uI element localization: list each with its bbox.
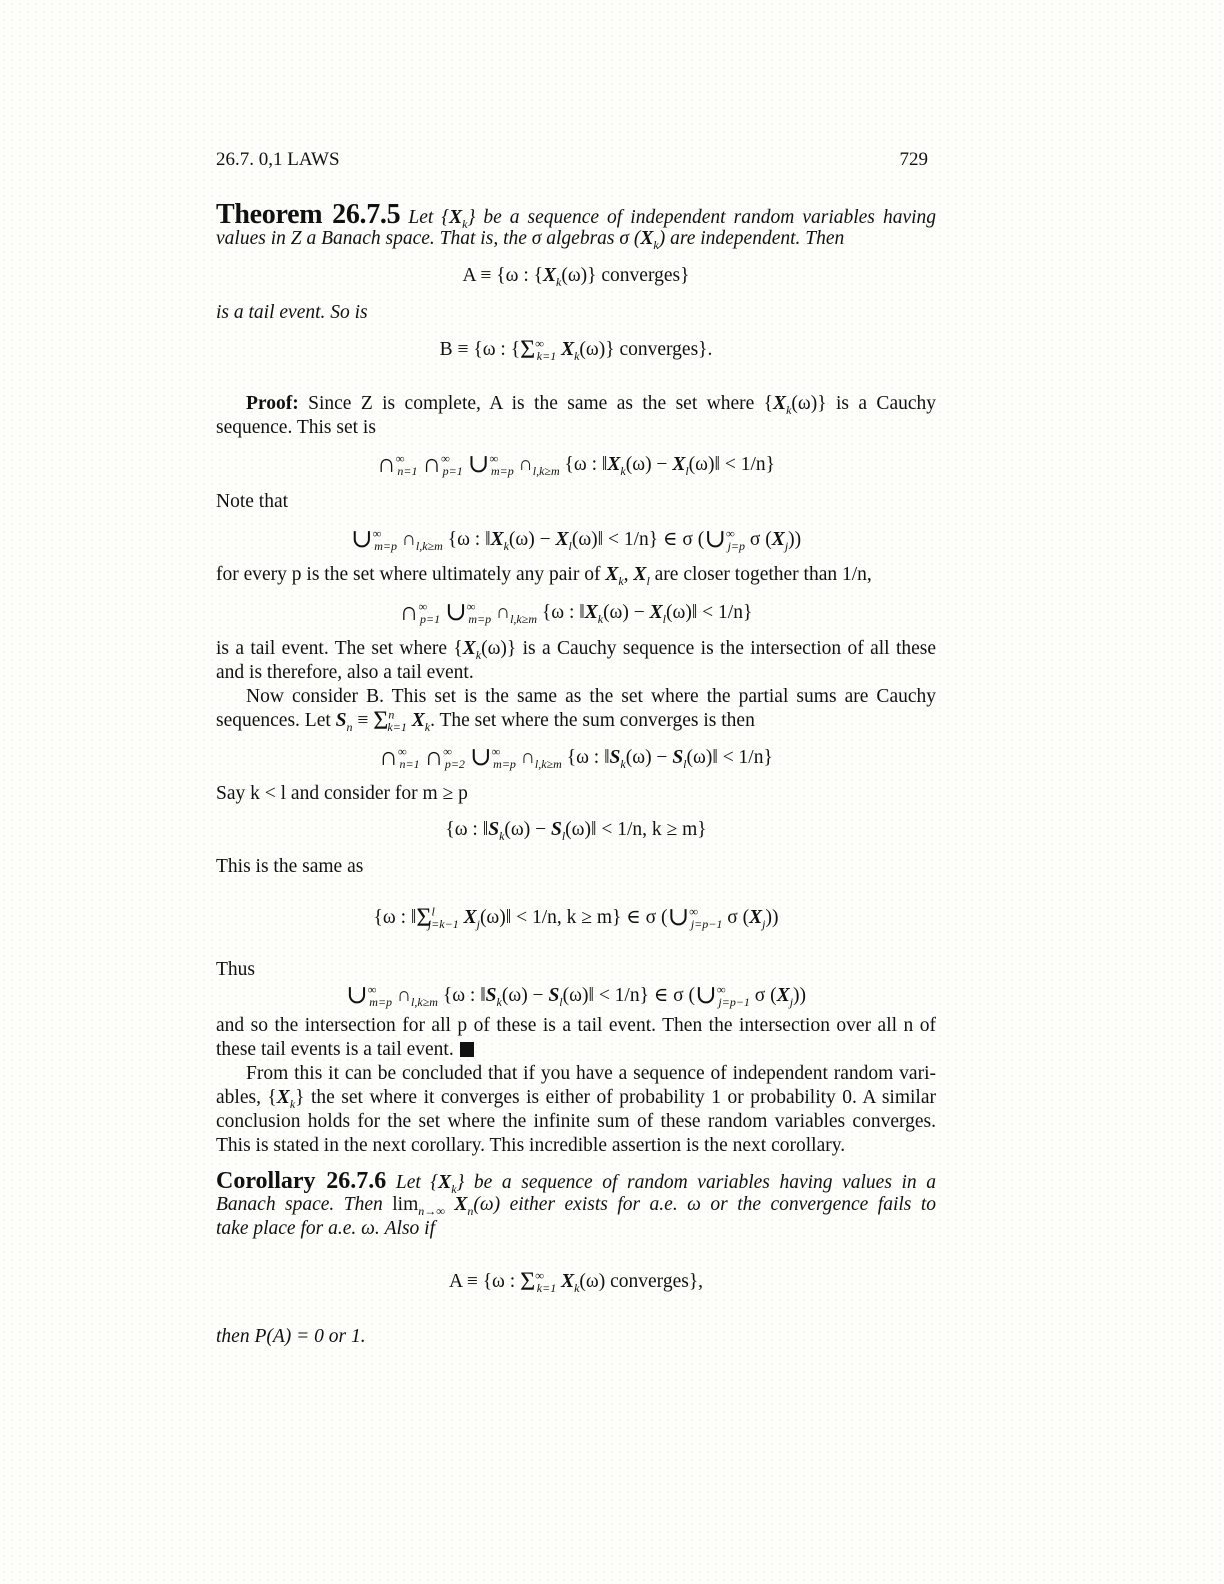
section-title: 26.7. 0,1 LAWS: [216, 149, 340, 170]
proof-paragraph-tail-1: is a tail event. The set where $\{X_k(\omega)\}$ is a Cauchy sequence is the intersection of all these: [216, 638, 937, 662]
equation-6: {ω : $‖\Sigma^l_{j=k-1}$ $X_j(\omega)‖ < 1/n$, k ≥ m} ∈ σ ($\cup^\infty_{j=p-1}$ σ $(X_j)$): [373, 902, 779, 932]
qed-square-icon: [460, 1042, 474, 1057]
corollary-line-3: take place for a.e. ω. Also if: [216, 1218, 436, 1239]
remark-line-4: This is stated in the next corollary. This incredible assertion is the next corollary.: [216, 1135, 846, 1156]
remark-line-2: ables, $\{X_k\}$ the set where it converges is either of probability 1 or probability 0. A similar: [216, 1087, 936, 1111]
say-k-less-l: Say k < l and consider for m ≥ p: [216, 783, 468, 804]
equation-A: A ≡ {ω : $\{X_k(\omega)\}$ converges}: [462, 265, 690, 289]
equation-B: B ≡ {ω : {$\Sigma^\infty_{k=1}$ $X_k(\omega)$} converges}.: [439, 335, 713, 364]
proof-paragraph-line-2: sequence. This set is: [216, 417, 376, 438]
corollary-equation-A: A ≡ {ω : $\Sigma^\infty_{k=1}$ $X_k(\omega)$ converges},: [448, 1267, 704, 1296]
equation-3: $\cap^\infty_{p=1}$ $\cup^\infty_{m=p}$ $\cap_{l,k\ge m}$ {ω : $‖X_k(\omega)$ − $X_l(\omega)‖ < 1/n$}: [399, 597, 753, 626]
page-number: 729: [899, 149, 928, 170]
running-header: [216, 148, 936, 172]
proof-paragraph-B-2: sequences. Let $S_n \equiv \Sigma^n_{k=1}$ $X_k$. The set where the sum converges is then: [216, 706, 755, 735]
equation-4: $\cap^\infty_{n=1}$ $\cap^\infty_{p=2}$ $\cup^\infty_{m=p}$ $\cap_{l,k\ge m}$ {ω : $‖S_k(\omega)$ − $S_l(\omega)‖ < 1/n$}: [379, 742, 773, 771]
equation-5: {ω : $‖S_k(\omega)$ − $S_l(\omega)‖ < 1/n$, k ≥ m}: [445, 819, 707, 843]
proof-paragraph-B-1: Now consider B. This set is the same as the set where the partial sums are Cauchy: [246, 686, 936, 707]
proof-conclusion-1: and so the intersection for all p of these is a tail event. Then the intersection over all n of: [216, 1015, 936, 1036]
note-that: Note that: [216, 491, 289, 512]
corollary-line-2: Banach space. Then $\lim_{n\to\infty} X_n(\omega)$ either exists for a.e. ω or the convergence fails to: [216, 1194, 937, 1218]
theorem-after-A: is a tail event. So is: [216, 302, 368, 323]
remark-line-3: conclusion holds for the set where the infinite sum of these random variables converges.: [216, 1111, 936, 1132]
remark-line-1: From this it can be concluded that if you have a sequence of independent random vari-: [246, 1063, 936, 1084]
thus: Thus: [216, 959, 255, 980]
corollary-text-1: Let $\{X_k\}$ be a sequence of random variables having values in a: [395, 1172, 937, 1196]
theorem-statement-line-2: values in Z a Banach space. That is, the σ algebras σ $(X_k)$ are independent. Then: [216, 228, 845, 252]
equation-1: $\cap^\infty_{n=1}$ $\cap^\infty_{p=1}$ $\cup^\infty_{m=p}$ $\cap_{l,k\ge m}$ {ω : $‖X_k(\omega)$ − $X_l(\omega)‖ < 1/n$}: [377, 449, 775, 478]
proof-paragraph-line-1: [216, 392, 936, 416]
proof-conclusion-2: [216, 1038, 936, 1062]
proof-paragraph-every-p: for every p is the set where ultimately any pair of $X_k$, $X_l$ are closer together than 1/n,: [216, 564, 872, 588]
corollary-label: Corollary 26.7.6: [216, 1168, 387, 1194]
equation-2: $\cup^\infty_{m=p}$ $\cap_{l,k\ge m}$ {ω : $‖X_k(\omega)$ − $X_l(\omega)‖ < 1/n$} ∈ σ ($\cup^\infty_{j=p}$ σ $(X_j)$): [350, 524, 802, 553]
proof-paragraph-tail-2: and is therefore, also a tail event.: [216, 662, 474, 683]
theorem-label: Theorem 26.7.5: [216, 199, 401, 230]
theorem-text-1: Let $\{X_k\}$ be a sequence of independent random variables having: [408, 207, 937, 231]
same-as: This is the same as: [216, 856, 364, 877]
equation-7: $\cup^\infty_{m=p}$ $\cap_{l,k\ge m}$ {ω : $‖S_k(\omega)$ − $S_l(\omega)‖ < 1/n$} ∈ σ ($\cup^\infty_{j=p-1}$ σ $(X_j)$): [345, 980, 807, 1009]
proof-conclusion-text: these tail events is a tail event.: [216, 1039, 454, 1060]
proof-label: Proof:: [246, 393, 299, 414]
corollary-conclusion: then P(A) = 0 or 1.: [216, 1326, 366, 1347]
proof-text-1: Since Z is complete, A is the same as the set where $\{X_k(\omega)\}$ is a Cauchy: [308, 393, 936, 417]
